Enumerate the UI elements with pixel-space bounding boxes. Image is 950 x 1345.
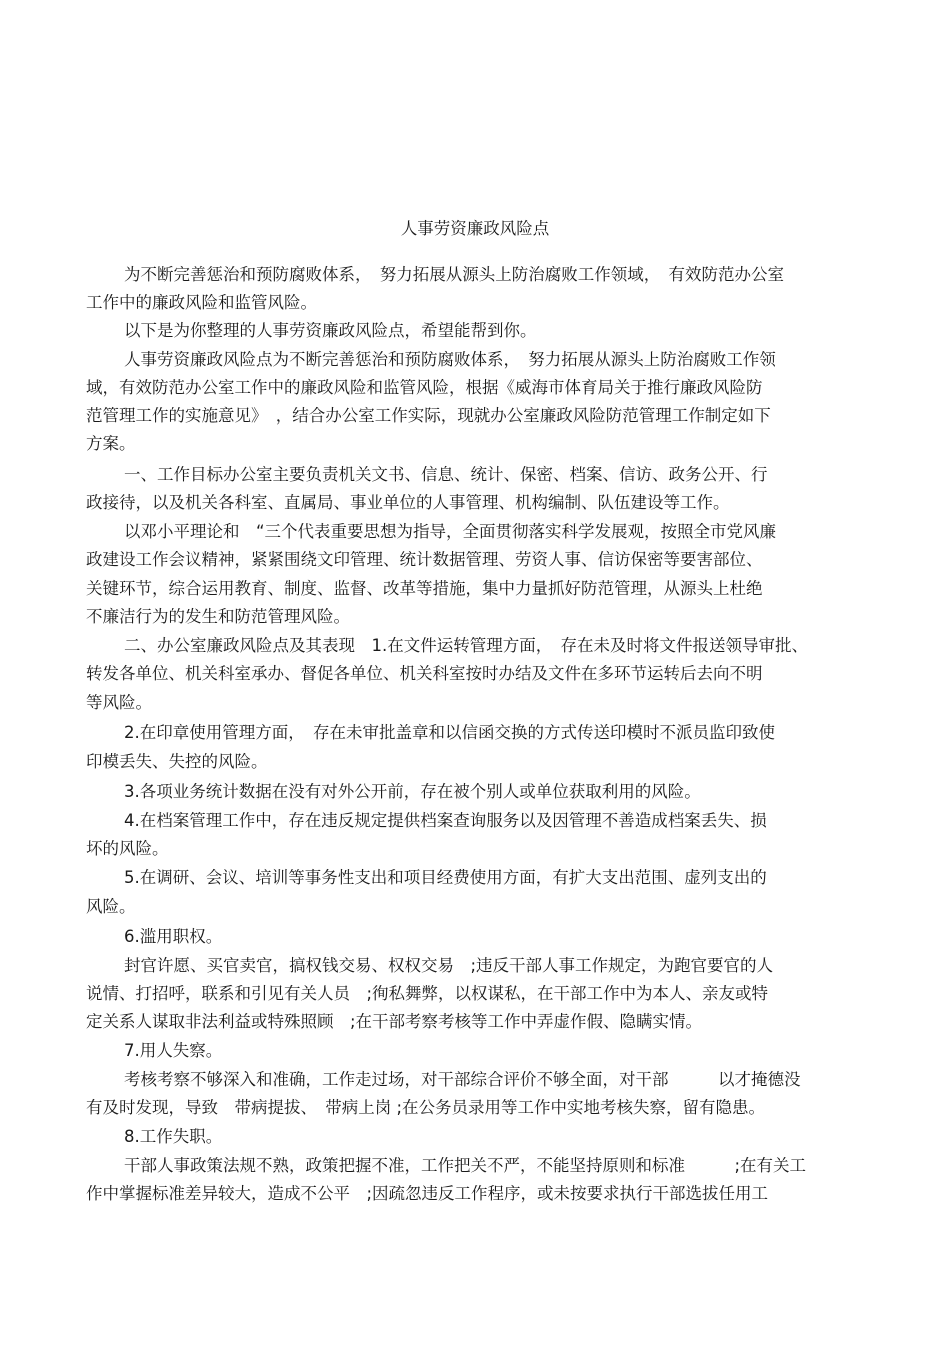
paragraph-line: 3.各项业务统计数据在没有对外公开前，存在被个别人或单位获取利用的风险。 bbox=[124, 782, 701, 801]
paragraph-line: 考核考察不够深入和准确，工作走过场，对干部综合评价不够全面，对干部 以才掩德没 bbox=[124, 1070, 801, 1089]
paragraph-line: 以下是为你整理的人事劳资廉政风险点，希望能帮到你。 bbox=[124, 321, 537, 340]
paragraph-line: 转发各单位、机关科室承办、督促各单位、机关科室按时办结及文件在多环节运转后去向不明 bbox=[86, 664, 763, 683]
paragraph-line: 有及时发现，导致 带病提拔、 带病上岗 ;在公务员录用等工作中实地考核失察，留有隐患。 bbox=[86, 1098, 766, 1117]
paragraph-line: 封官许愿、买官卖官，搞权钱交易、权权交易 ;违反干部人事工作规定，为跑官要官的人 bbox=[124, 956, 774, 975]
paragraph-line: 作中掌握标准差异较大，造成不公平 ;因疏忽违反工作程序，或未按要求执行干部选拔任用工 bbox=[86, 1184, 769, 1203]
paragraph-line: 以邓小平理论和 “三个代表重要思想为指导，全面贯彻落实科学发展观，按照全市党风廉 bbox=[124, 522, 777, 541]
paragraph-line: 工作中的廉政风险和监管风险。 bbox=[86, 293, 317, 312]
paragraph-line: 政接待，以及机关各科室、直属局、事业单位的人事管理、机构编制、队伍建设等工作。 bbox=[86, 493, 730, 512]
paragraph-line: 为不断完善惩治和预防腐败体系， 努力拓展从源头上防治腐败工作领域， 有效防范办公室 bbox=[124, 265, 784, 284]
paragraph-line: 二、办公室廉政风险点及其表现 1.在文件运转管理方面， 存在未及时将文件报送领导审批、 bbox=[124, 636, 808, 655]
paragraph-line: 等风险。 bbox=[86, 693, 152, 712]
paragraph-line: 方案。 bbox=[86, 434, 136, 453]
paragraph-line: 人事劳资廉政风险点为不断完善惩治和预防腐败体系， 努力拓展从源头上防治腐败工作领 bbox=[124, 350, 776, 369]
paragraph-line: 2.在印章使用管理方面， 存在未审批盖章和以信函交换的方式传送印模时不派员监印致使 bbox=[124, 723, 775, 742]
paragraph-line: 说情、打招呼，联系和引见有关人员 ;徇私舞弊，以权谋私，在干部工作中为本人、亲友或特 bbox=[86, 984, 769, 1003]
paragraph-line: 8.工作失职。 bbox=[124, 1127, 223, 1146]
paragraph-line: 5.在调研、会议、培训等事务性支出和项目经费使用方面，有扩大支出范围、虚列支出的 bbox=[124, 868, 767, 887]
paragraph-line: 4.在档案管理工作中，存在违反规定提供档案查询服务以及因管理不善造成档案丢失、损 bbox=[124, 811, 767, 830]
paragraph-line: 一、工作目标办公室主要负责机关文书、信息、统计、保密、档案、信访、政务公开、行 bbox=[124, 465, 768, 484]
paragraph-line: 域，有效防范办公室工作中的廉政风险和监管风险，根据《威海市体育局关于推行廉政风险防 bbox=[86, 378, 763, 397]
paragraph-line: 6.滥用职权。 bbox=[124, 927, 223, 946]
paragraph-line: 风险。 bbox=[86, 897, 136, 916]
document-title: 人事劳资廉政风险点 bbox=[400, 219, 550, 238]
paragraph-line: 印模丢失、失控的风险。 bbox=[86, 752, 268, 771]
paragraph-line: 坏的风险。 bbox=[86, 839, 169, 858]
paragraph-line: 不廉洁行为的发生和防范管理风险。 bbox=[86, 607, 350, 626]
paragraph-line: 关键环节，综合运用教育、制度、监督、改革等措施，集中力量抓好防范管理，从源头上杜绝 bbox=[86, 579, 763, 598]
paragraph-line: 干部人事政策法规不熟，政策把握不准，工作把关不严，不能坚持原则和标准 ;在有关工 bbox=[124, 1156, 807, 1175]
paragraph-line: 范管理工作的实施意见》 ，结合办公室工作实际，现就办公室廉政风险防范管理工作制定如下 bbox=[86, 406, 771, 425]
paragraph-line: 7.用人失察。 bbox=[124, 1041, 223, 1060]
paragraph-line: 政建设工作会议精神，紧紧围绕文印管理、统计数据管理、劳资人事、信访保密等要害部位、 bbox=[86, 550, 763, 569]
paragraph-line: 定关系人谋取非法利益或特殊照顾 ;在干部考察考核等工作中弄虚作假、隐瞒实情。 bbox=[86, 1012, 703, 1031]
